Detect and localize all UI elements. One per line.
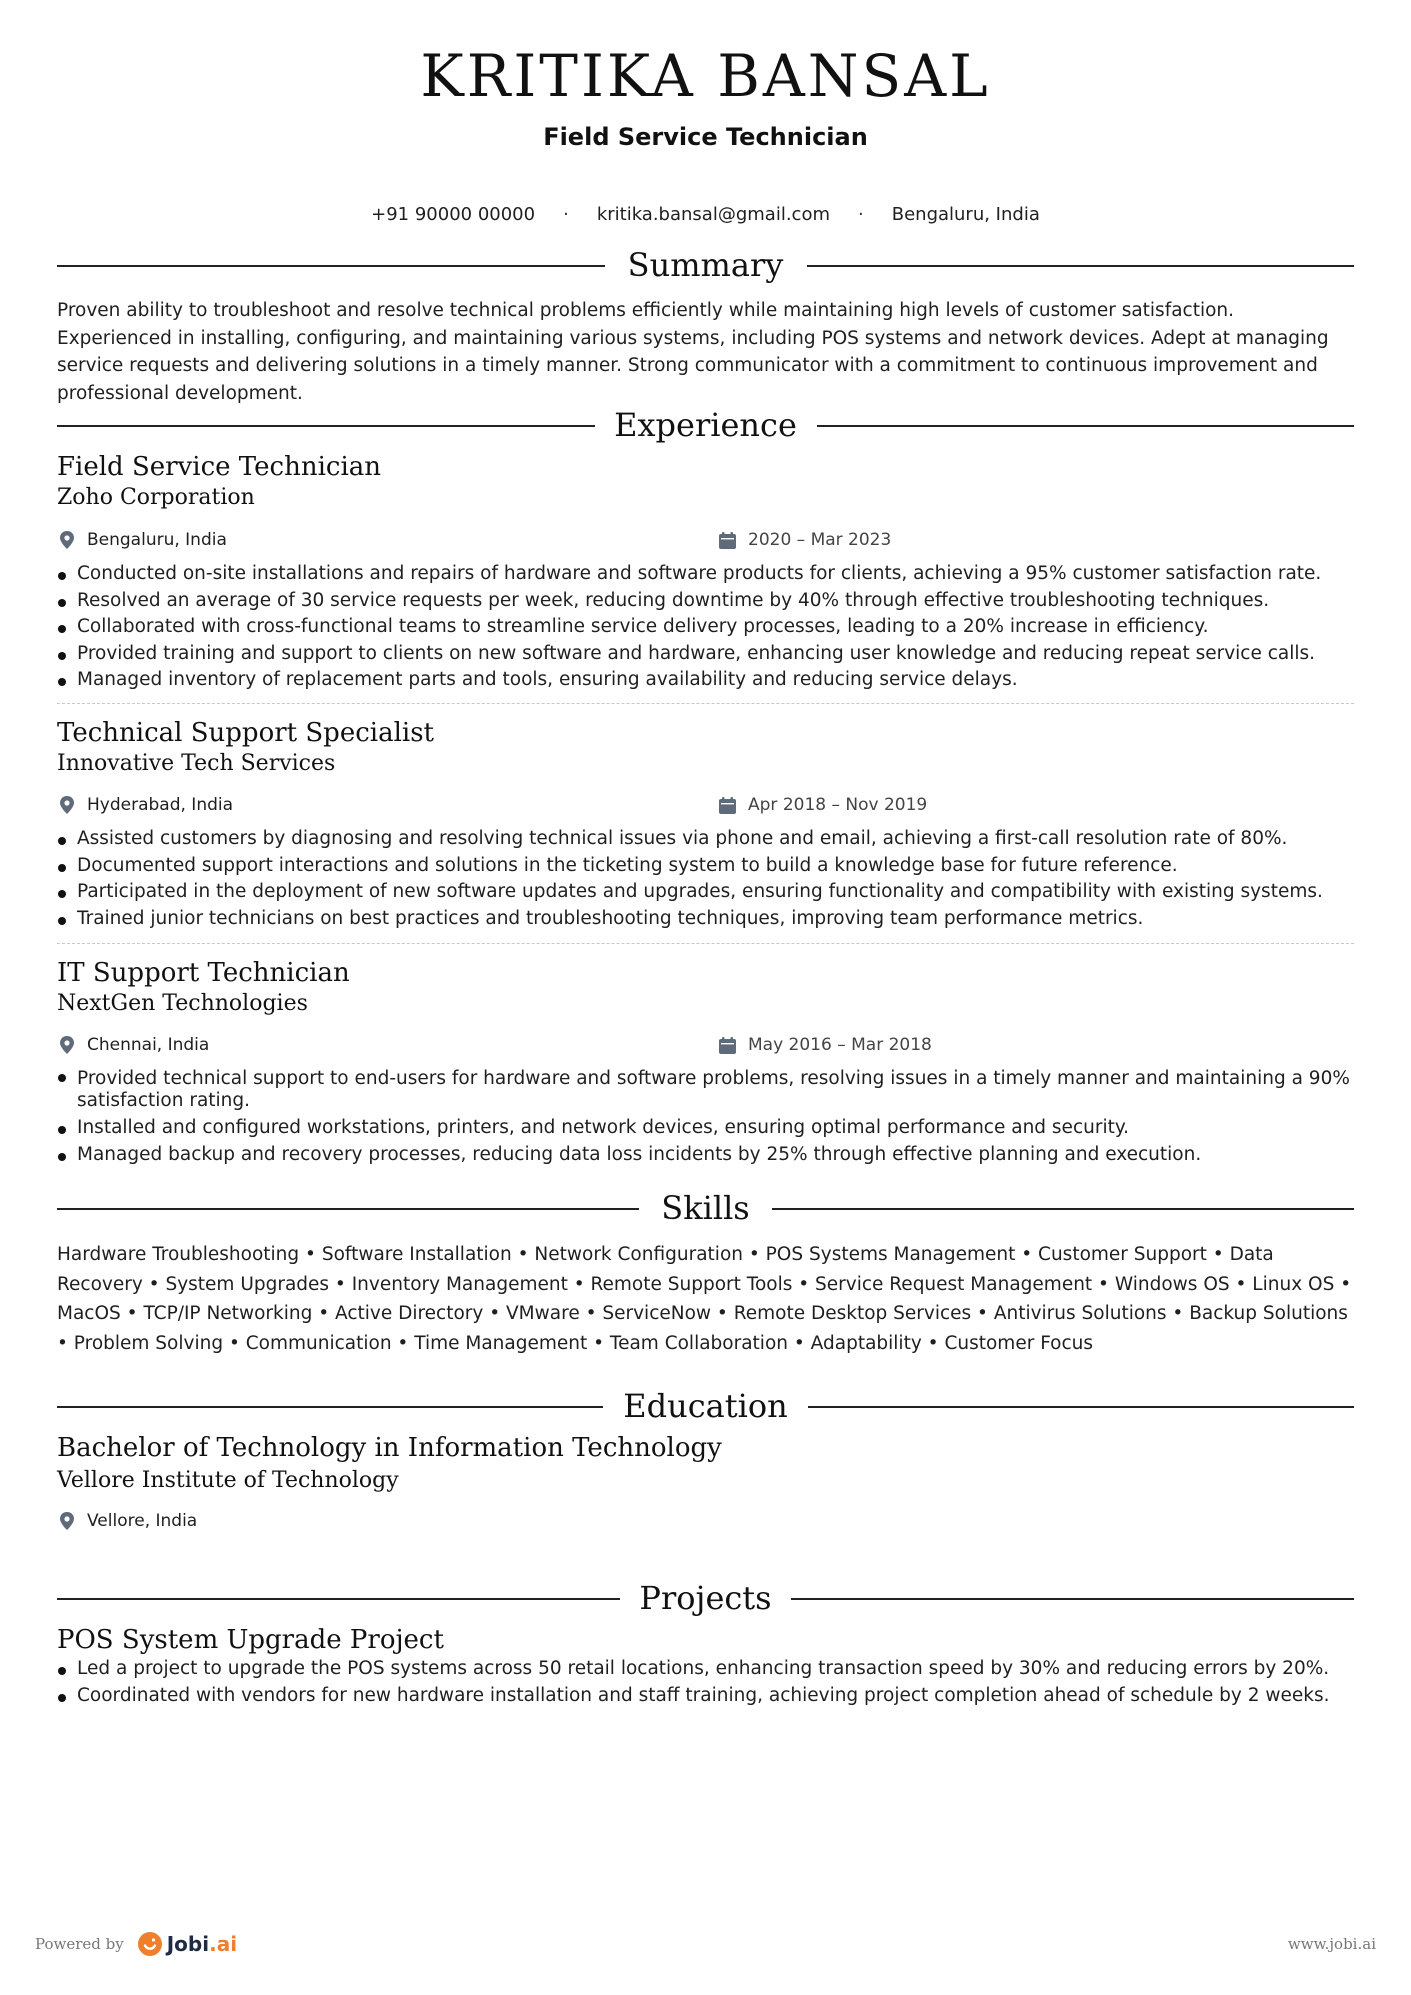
experience-heading <box>57 405 1354 445</box>
section-title: Education <box>623 1387 788 1425</box>
job-title: Technical Support Specialist <box>57 718 434 748</box>
job-divider <box>57 703 1354 704</box>
location-pin-icon <box>59 1036 75 1054</box>
jobi-logo-icon <box>138 1932 162 1956</box>
list-item: Resolved an average of 30 service requests per week, reducing downtime by 40% through effective troubleshooting techniques. <box>57 588 1354 615</box>
candidate-role: Field Service Technician <box>543 123 868 151</box>
brand-suffix: .ai <box>209 1932 238 1956</box>
list-item: Trained junior technicians on best practices and troubleshooting techniques, improving team performance metrics. <box>57 906 1354 933</box>
education-location <box>59 1511 197 1531</box>
list-item: Managed inventory of replacement parts and tools, ensuring availability and reducing service delays. <box>57 667 1354 694</box>
contact-line <box>0 204 1411 225</box>
list-item: Managed backup and recovery processes, reducing data loss incidents by 25% through effective planning and execution. <box>57 1142 1354 1169</box>
job-dates <box>719 795 927 815</box>
email-address[interactable]: kritika.bansal@gmail.com <box>596 204 830 225</box>
job-bullets <box>57 561 1354 694</box>
calendar-icon <box>719 532 736 549</box>
education-location-text: Vellore, India <box>87 1511 198 1531</box>
phone-number: +91 90000 00000 <box>371 204 536 225</box>
location-pin-icon <box>59 1512 75 1530</box>
job-title: IT Support Technician <box>57 958 350 988</box>
contact-separator: · <box>563 204 569 225</box>
job-divider <box>57 943 1354 944</box>
heading-rule <box>807 265 1354 267</box>
home-location: Bengaluru, India <box>891 204 1040 225</box>
list-item: Participated in the deployment of new software updates and upgrades, ensuring functionality and compatibility with existing systems. <box>57 879 1354 906</box>
job-bullets <box>57 826 1354 932</box>
location-pin-icon <box>59 531 75 549</box>
heading-rule <box>817 425 1354 427</box>
job-bullets <box>57 1066 1354 1168</box>
powered-by-text: Powered by <box>35 1935 124 1953</box>
list-item: Collaborated with cross-functional teams to streamline service delivery processes, leading to a 20% increase in efficiency. <box>57 614 1354 641</box>
section-title: Experience <box>614 406 797 444</box>
section-title: Projects <box>639 1579 772 1617</box>
list-item: Provided training and support to clients on new software and hardware, enhancing user knowledge and reducing repeat service calls. <box>57 641 1354 668</box>
skills-list: Hardware Troubleshooting • Software Installation • Network Configuration • POS Systems Management • Customer Support • Data Recovery • System Upgrades • Inventory Management • Remote Support Tools • Service Request Management • Windows OS • Linux OS • MacOS • TCP/IP Networking • Active Directory • VMware • ServiceNow • Remote Desktop Services • Antivirus Solutions • Backup Solutions • Problem Solving • Communication • Time Management • Team Collaboration • Adaptability • Customer Focus <box>57 1244 1352 1354</box>
job-company: Innovative Tech Services <box>57 751 336 776</box>
project-name: POS System Upgrade Project <box>57 1625 444 1655</box>
section-title: Skills <box>661 1189 750 1227</box>
contact-separator: · <box>858 204 864 225</box>
list-item: Installed and configured workstations, printers, and network devices, ensuring optimal performance and security. <box>57 1115 1354 1142</box>
job-dates-text: Apr 2018 – Nov 2019 <box>748 795 928 815</box>
job-location <box>59 795 233 815</box>
projects-heading <box>57 1578 1354 1618</box>
calendar-icon <box>719 1037 736 1054</box>
list-item: Coordinated with vendors for new hardware installation and staff training, achieving project completion ahead of schedule by 2 weeks. <box>57 1683 1354 1710</box>
job-location-text: Bengaluru, India <box>87 530 227 550</box>
education-school: Vellore Institute of Technology <box>57 1468 399 1493</box>
calendar-icon <box>719 797 736 814</box>
education-heading <box>57 1386 1354 1426</box>
footer-branding <box>35 1932 237 1956</box>
summary-text: Proven ability to troubleshoot and resolve technical problems efficiently while maintaining high levels of customer satisfaction. Experienced in installing, configuring, and maintaining various systems, including POS systems and network devices. Adept at managing service requests and delivering solutions in a timely manner. Strong communicator with a commitment to continuous improvement and professional development. <box>57 300 1329 404</box>
list-item: Documented support interactions and solutions in the ticketing system to build a knowledge base for future reference. <box>57 853 1354 880</box>
section-title: Summary <box>627 246 784 284</box>
job-location <box>59 1035 209 1055</box>
jobi-logo[interactable] <box>138 1932 237 1956</box>
summary-heading <box>57 245 1354 285</box>
heading-rule <box>772 1208 1354 1210</box>
list-item: Led a project to upgrade the POS systems across 50 retail locations, enhancing transaction speed by 30% and reducing errors by 20%. <box>57 1656 1354 1683</box>
job-location <box>59 530 227 550</box>
job-location-text: Chennai, India <box>87 1035 210 1055</box>
location-pin-icon <box>59 796 75 814</box>
education-degree: Bachelor of Technology in Information Technology <box>57 1433 722 1463</box>
candidate-name: KRITIKA BANSAL <box>420 42 991 110</box>
job-company: NextGen Technologies <box>57 991 308 1016</box>
job-dates <box>719 530 891 550</box>
project-bullets <box>57 1656 1354 1709</box>
brand-main: Jobi <box>166 1932 210 1956</box>
job-title: Field Service Technician <box>57 452 382 482</box>
job-company: Zoho Corporation <box>57 485 255 510</box>
website-link[interactable]: www.jobi.ai <box>1287 1935 1376 1953</box>
list-item: Conducted on-site installations and repairs of hardware and software products for clients, achieving a 95% customer satisfaction rate. <box>57 561 1354 588</box>
list-item: Provided technical support to end-users for hardware and software problems, resolving issues in a timely manner and maintaining a 90% satisfaction rating. <box>57 1066 1354 1115</box>
job-location-text: Hyderabad, India <box>87 795 234 815</box>
skills-heading <box>57 1188 1354 1228</box>
heading-rule <box>791 1598 1354 1600</box>
job-dates-text: 2020 – Mar 2023 <box>748 530 892 550</box>
job-dates-text: May 2016 – Mar 2018 <box>748 1035 932 1055</box>
heading-rule <box>808 1406 1354 1408</box>
list-item: Assisted customers by diagnosing and resolving technical issues via phone and email, achieving a first-call resolution rate of 80%. <box>57 826 1354 853</box>
job-dates <box>719 1035 932 1055</box>
